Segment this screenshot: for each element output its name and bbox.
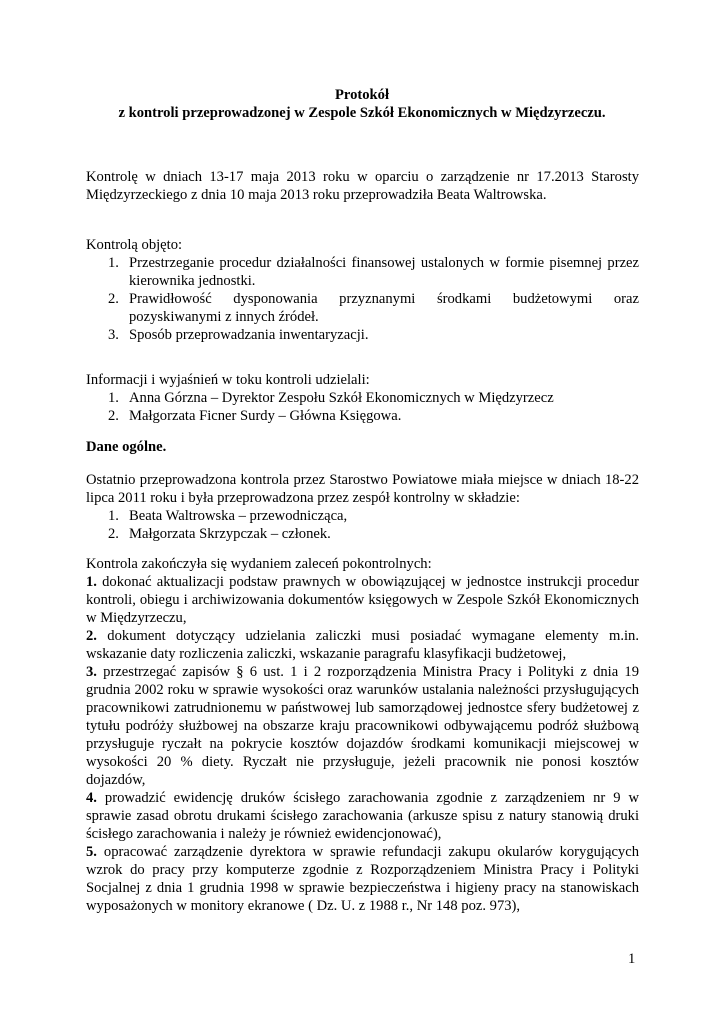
list-item-text: Małgorzata Skrzypczak – członek. (129, 526, 331, 542)
list-item (86, 507, 639, 525)
list-item-text: Beata Waltrowska – przewodnicząca, (129, 508, 348, 524)
list-item-number: 2. (108, 408, 119, 424)
recommendation-item (86, 627, 639, 663)
recommendation-text: dokonać aktualizacji podstaw prawnych w obowiązującej w jednostce instrukcji procedur kontroli, obiegu i archiwizowania dokumentów księgowych w Zespole Szkół Ekonomicznych w Międzyrzeczu, (86, 574, 639, 626)
scope-heading: Kontrolą objęto: (86, 237, 183, 253)
list-item (86, 290, 639, 326)
recommendation-text: prowadzić ewidencję druków ścisłego zarachowania zgodnie z zarządzeniem nr 9 w sprawie zasad obrotu drukami ścisłego zarachowania (arkusze spisu z natury stanowią druki ścisłego zarachowania i należy je również ewidencjonować), (86, 790, 639, 842)
recommendation-text: opracować zarządzenie dyrektora w sprawie refundacji zakupu okularów korygujących wzrok do pracy przy komputerze zgodnie z Rozporządzeniem Ministra Pracy i Polityki Socjalnej z dnia 1 grudnia 1998 w sprawie bezpieczeństwa i higieny pracy na stanowiskach wyposażonych w monitory ekranowe ( Dz. U. z 1988 r., Nr 148 poz. 973), (86, 844, 639, 914)
recommendation-number: 2. (86, 628, 97, 644)
list-item-number: 1. (108, 508, 119, 524)
list-item-text: Prawidłowość dysponowania przyznanymi środkami budżetowymi oraz pozyskiwanymi z innych źródeł. (129, 291, 639, 325)
recommendation-number: 1. (86, 574, 97, 590)
list-item-number: 2. (108, 291, 119, 307)
list-item (86, 389, 639, 407)
document-title (86, 86, 638, 122)
recommendation-number: 4. (86, 790, 97, 806)
list-item-number: 1. (108, 255, 119, 271)
intro-paragraph: Kontrolę w dniach 13-17 maja 2013 roku w oparciu o zarządzenie nr 17.2013 Starosty Międzyrzeckiego z dnia 10 maja 2013 roku przeprowadziła Beata Waltrowska. (86, 169, 639, 203)
general-paragraph: Ostatnio przeprowadzona kontrola przez Starostwo Powiatowe miała miejsce w dniach 18-22 lipca 2011 roku i była przeprowadzona przez zespół kontrolny w składzie: (86, 472, 639, 506)
recommendation-number: 5. (86, 844, 97, 860)
list-item-text: Małgorzata Ficner Surdy – Główna Księgowa. (129, 408, 402, 424)
recommendations-heading: Kontrola zakończyła się wydaniem zaleceń pokontrolnych: (86, 556, 432, 572)
list-item (86, 407, 639, 425)
recommendation-item (86, 663, 639, 789)
list-item-number: 2. (108, 526, 119, 542)
title-line-2: z kontroli przeprowadzonej w Zespole Szkół Ekonomicznych w Międzyrzeczu. (118, 105, 606, 121)
recommendation-text: dokument dotyczący udzielania zaliczki musi posiadać wymagane elementy m.in. wskazanie daty rozliczenia zaliczki, wskazanie paragrafu klasyfikacji budżetowej, (86, 628, 639, 662)
list-item (86, 525, 639, 543)
general-heading: Dane ogólne. (86, 439, 167, 455)
recommendation-item (86, 789, 639, 843)
recommendation-number: 3. (86, 664, 97, 680)
recommendations-section (86, 555, 639, 915)
informants-list (86, 389, 639, 425)
informants-heading: Informacji i wyjaśnień w toku kontroli udzielali: (86, 372, 370, 388)
general-section (86, 471, 639, 543)
scope-list (86, 254, 639, 344)
recommendation-text: przestrzegać zapisów § 6 ust. 1 i 2 rozporządzenia Ministra Pracy i Polityki z dnia 19 grudnia 2002 roku w sprawie wysokości oraz warunków ustalania należności przysługujących pracownikowi zatrudnionemu w państwowej lub samorządowej jednostce sfery budżetowej z tytułu podróży służbowej na obszarze kraju pracownikowi odbywającemu podróż służbową przysługuje ryczałt na pokrycie kosztów dojazdów środkami komunikacji miejscowej w wysokości 20 % diety. Ryczałt nie przysługuje, jeżeli pracownik nie ponosi kosztów dojazdów, (86, 664, 639, 788)
list-item-text: Sposób przeprowadzania inwentaryzacji. (129, 327, 369, 343)
title-line-1: Protokół (334, 87, 390, 103)
list-item-text: Anna Górzna – Dyrektor Zespołu Szkół Ekonomicznych w Międzyrzecz (129, 390, 554, 406)
list-item-text: Przestrzeganie procedur działalności finansowej ustalonych w formie pisemnej przez kierownika jednostki. (129, 255, 639, 289)
list-item-number: 3. (108, 327, 119, 343)
list-item (86, 254, 639, 290)
scope-section (86, 236, 639, 344)
list-item-number: 1. (108, 390, 119, 406)
informants-section (86, 371, 639, 425)
committee-list (86, 507, 639, 543)
list-item (86, 326, 639, 344)
recommendation-item (86, 843, 639, 915)
page-number: 1 (628, 951, 636, 967)
recommendation-item (86, 573, 639, 627)
